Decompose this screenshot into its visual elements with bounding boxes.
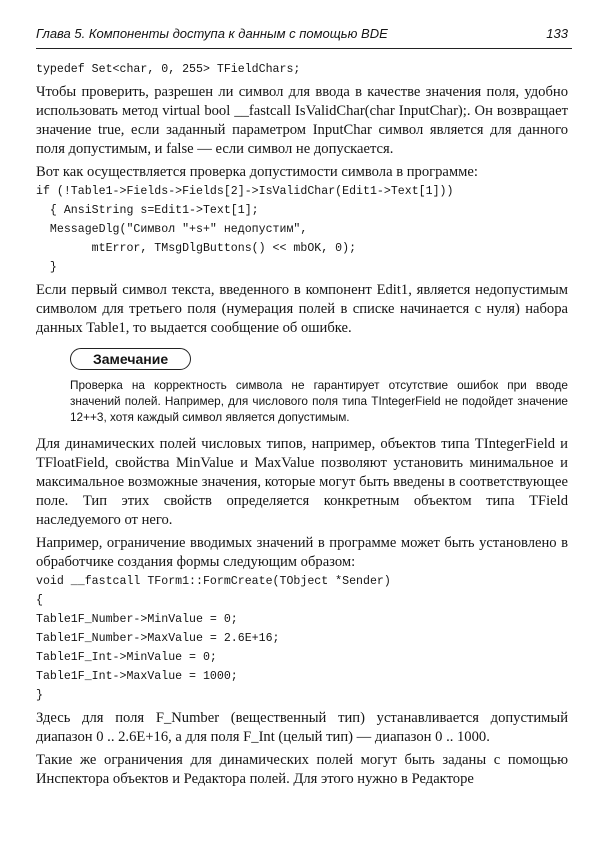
- paragraph-min-max: Для динамических полей числовых типов, например, объектов типа TIntegerField и TFloatField, свойства MinValue и MaxValue позволяют установить минимальное и максимальное возможные значения, которые могут быть введены в соответствующее поле. Тип этих свойств определяется конкретным объектом типа TField наследуемого от него.: [36, 436, 568, 528]
- note-label: Замечание: [70, 348, 191, 370]
- page-content: [36, 60, 568, 789]
- chapter-title: Глава 5. Компоненты доступа к данным с помощью BDE: [36, 26, 388, 41]
- page-number: 133: [546, 26, 568, 41]
- note-box: [36, 348, 568, 425]
- paragraph-check-intro: Вот как осуществляется проверка допустимости символа в программе:: [36, 164, 478, 180]
- code-form-create: void __fastcall TForm1::FormCreate(TObject *Sender) { Table1F_Number->MinValue = 0; Table1F_Number->MaxValue = 2.6E+16; Table1F_Int->MinValue = 0; Table1F_Int->MaxValue = 1000; }: [36, 575, 391, 702]
- paragraph-ranges: Здесь для поля F_Number (вещественный тип) устанавливается допустимый диапазон 0 .. 2.6E+16, а для поля F_Int (целый тип) — диапазон 0 .. 1000.: [36, 710, 568, 745]
- paragraph-form-create: Например, ограничение вводимых значений в программе может быть установлено в обработчике создания формы следующим образом:: [36, 535, 568, 570]
- page-header: [36, 22, 572, 49]
- paragraph-first-char: Если первый символ текста, введенного в компонент Edit1, является недопустимым символом для третьего поля (нумерация полей в списке начинается с нуля) набора данных Table1, то выдается сообщение об ошибке.: [36, 282, 568, 336]
- code-typedef: typedef Set<char, 0, 255> TFieldChars;: [36, 63, 301, 76]
- note-text: Проверка на корректность символа не гарантирует отсутствие ошибок при вводе значений полей. Например, для числового поля типа TIntegerField не подойдет значение 12++3, хотя каждый символ является допустимым.: [70, 378, 568, 424]
- code-check-char: if (!Table1->Fields->Fields[2]->IsValidChar(Edit1->Text[1])) { AnsiString s=Edit1->Text[1]; MessageDlg("Символ "+s+" недопустим", mtError, TMsgDlgButtons() << mbOK, 0); }: [36, 185, 454, 274]
- paragraph-isvalidchar: Чтобы проверить, разрешен ли символ для ввода в качестве значения поля, удобно использовать метод virtual bool __fastcall IsValidChar(char InputChar);. Он возвращает значение true, если заданный параметром InputChar символ является для данного поля допустимым, и false — если символ не допускается.: [36, 84, 568, 157]
- paragraph-inspector: Такие же ограничения для динамических полей могут быть заданы с помощью Инспектора объектов и Редактора полей. Для этого нужно в Редакторе: [36, 752, 568, 787]
